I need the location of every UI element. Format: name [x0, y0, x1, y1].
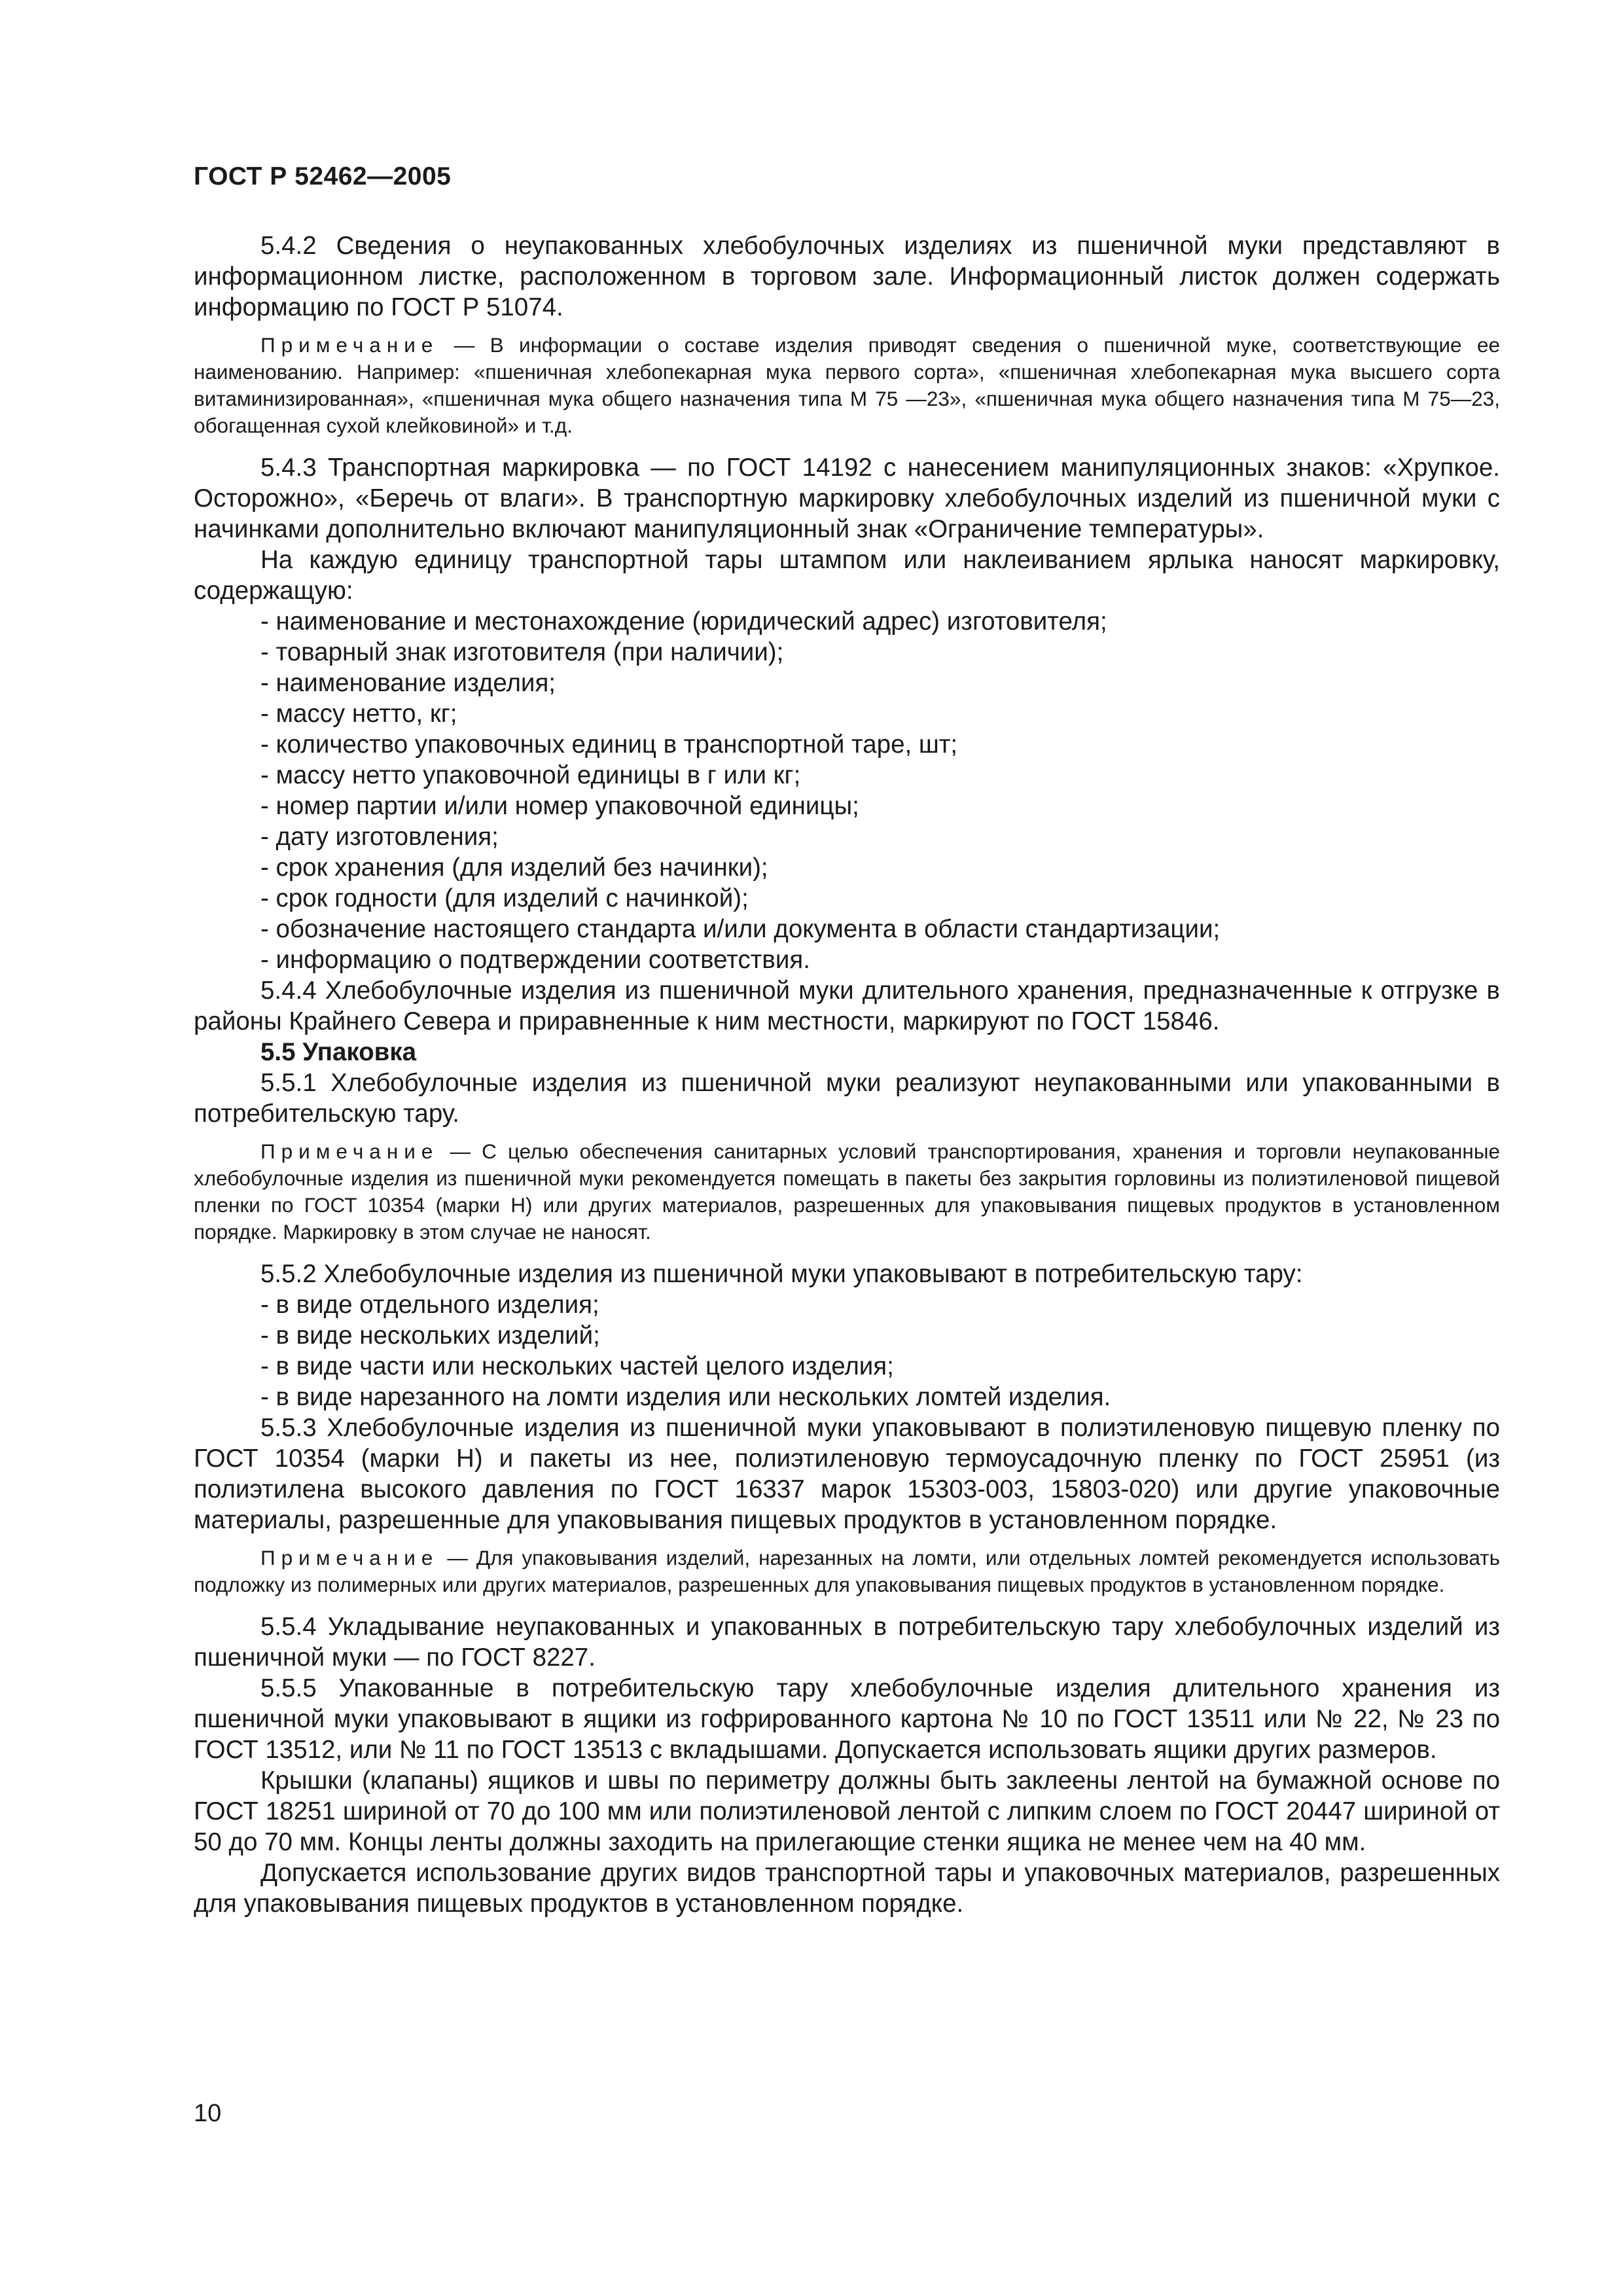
- list-item: - в виде отдельного изделия;: [260, 1291, 599, 1319]
- standard-header: ГОСТ Р 52462—2005: [194, 162, 452, 190]
- list-item: - в виде нескольких изделий;: [260, 1321, 600, 1350]
- packaging-list: [194, 1289, 1500, 1412]
- note-1: [194, 332, 1500, 439]
- list-item: - массу нетто упаковочной единицы в г или кг;: [260, 761, 801, 789]
- list-item: - в виде части или нескольких частей целого изделия;: [260, 1352, 894, 1380]
- paragraph-5-5-5-lids: Крышки (клапаны) ящиков и швы по периметру должны быть заклеены лентой на бумажной основе по ГОСТ 18251 шириной от 70 до 100 мм или полиэтиленовой лентой с липким слоем по ГОСТ 20447 шириной от 50 до 70 мм. Концы ленты должны заходить на прилегающие стенки ящика не менее чем на 40 мм.: [194, 1767, 1500, 1856]
- list-item: - дату изготовления;: [260, 823, 499, 851]
- paragraph-5-5-3: 5.5.3 Хлебобулочные изделия из пшеничной муки упаковывают в полиэтиленовую пищевую пленку по ГОСТ 10354 (марки Н) и пакеты из нее, полиэтиленовую термоусадочную пленку по ГОСТ 25951 (из полиэтилена высокого давления по ГОСТ 16337 марок 15303-003, 15803-020) или другие упаковочные материалы, разрешенные для упаковывания пищевых продуктов в установленном порядке.: [194, 1414, 1500, 1534]
- list-item: - массу нетто, кг;: [260, 700, 457, 728]
- note-label: Примечание: [260, 1139, 439, 1163]
- paragraph-5-4-3-marking: На каждую единицу транспортной тары штампом или наклеиванием ярлыка наносят маркировку, содержащую:: [194, 546, 1500, 605]
- note-label: Примечание: [260, 333, 439, 357]
- note-2: [194, 1138, 1500, 1246]
- list-item: - наименование и местонахождение (юридический адрес) изготовителя;: [260, 607, 1107, 636]
- marking-list: [194, 606, 1500, 975]
- paragraph-5-4-3: 5.4.3 Транспортная маркировка — по ГОСТ 14192 с нанесением манипуляционных знаков: «Хрупкое. Осторожно», «Беречь от влаги». В транспортную маркировку хлебобулочных изделий из пшеничной муки с начинками дополнительно включают манипуляционный знак «Ограничение температуры».: [194, 454, 1500, 543]
- note-text: — С целью обеспечения санитарных условий транспортирования, хранения и торговли неупакованные хлебобулочные изделия из пшеничной муки рекомендуется помещать в пакеты без закрытия горловины из полиэтиленовой пищевой пленки по ГОСТ 10354 (марки Н) или других материалов, разрешенных для упаковывания пищевых продуктов в установленном порядке. Маркировку в этом случае не наносят.: [194, 1139, 1500, 1244]
- note-label: Примечание: [260, 1546, 439, 1570]
- list-item: - номер партии и/или номер упаковочной единицы;: [260, 792, 859, 820]
- note-text: — В информации о составе изделия приводят сведения о пшеничной муке, соответствующие ее наименованию. Например: «пшеничная хлебопекарная мука первого сорта», «пшеничная хлебопекарная мука высшего сорта витаминизированная», «пшеничная мука общего назначения типа М 75 —23», «пшеничная мука общего назначения типа М 75—23, обогащенная сухой клейковиной» и т.д.: [194, 333, 1500, 437]
- note-3: [194, 1545, 1500, 1598]
- list-item: - срок годности (для изделий с начинкой);: [260, 884, 749, 912]
- section-heading-5-5: 5.5 Упаковка: [260, 1038, 416, 1066]
- paragraph-5-5-1: 5.5.1 Хлебобулочные изделия из пшеничной муки реализуют неупакованными или упакованными в потребительскую тару.: [194, 1069, 1500, 1128]
- list-item: - обозначение настоящего стандарта и/или документа в области стандартизации;: [260, 915, 1221, 943]
- paragraph-5-5-2: 5.5.2 Хлебобулочные изделия из пшеничной муки упаковывают в потребительскую тару:: [260, 1260, 1303, 1288]
- list-item: - наименование изделия;: [260, 669, 556, 697]
- list-item: - товарный знак изготовителя (при наличии);: [260, 638, 784, 666]
- paragraph-5-5-4: 5.5.4 Укладывание неупакованных и упакованных в потребительскую тару хлебобулочных изделий из пшеничной муки — по ГОСТ 8227.: [194, 1613, 1500, 1672]
- page-content: [194, 230, 1500, 1919]
- paragraph-5-4-2: 5.4.2 Сведения о неупакованных хлебобулочных изделиях из пшеничной муки представляют в информационном листке, расположенном в торговом зале. Информационный листок должен содержать информацию по ГОСТ Р 51074.: [194, 232, 1500, 321]
- list-item: - количество упаковочных единиц в транспортной таре, шт;: [260, 730, 958, 759]
- paragraph-5-5-5: 5.5.5 Упакованные в потребительскую тару хлебобулочные изделия длительного хранения из пшеничной муки упаковывают в ящики из гофрированного картона № 10 по ГОСТ 13511 или № 22, № 23 по ГОСТ 13512, или № 11 по ГОСТ 13513 с вкладышами. Допускается использовать ящики других размеров.: [194, 1674, 1500, 1764]
- page-number: 10: [194, 2100, 222, 2127]
- list-item: - срок хранения (для изделий без начинки);: [260, 853, 768, 882]
- list-item: - информацию о подтверждении соответствия.: [260, 946, 810, 974]
- paragraph-5-5-5-other: Допускается использование других видов транспортной тары и упаковочных материалов, разрешенных для упаковывания пищевых продуктов в установленном порядке.: [194, 1859, 1500, 1918]
- list-item: - в виде нарезанного на ломти изделия или нескольких ломтей изделия.: [260, 1383, 1111, 1411]
- paragraph-5-4-4: 5.4.4 Хлебобулочные изделия из пшеничной муки длительного хранения, предназначенные к отгрузке в районы Крайнего Севера и приравненные к ним местности, маркируют по ГОСТ 15846.: [194, 977, 1500, 1035]
- note-text: — Для упаковывания изделий, нарезанных на ломти, или отдельных ломтей рекомендуется использовать подложку из полимерных или других материалов, разрешенных для упаковывания пищевых продуктов в установленном порядке.: [194, 1546, 1500, 1596]
